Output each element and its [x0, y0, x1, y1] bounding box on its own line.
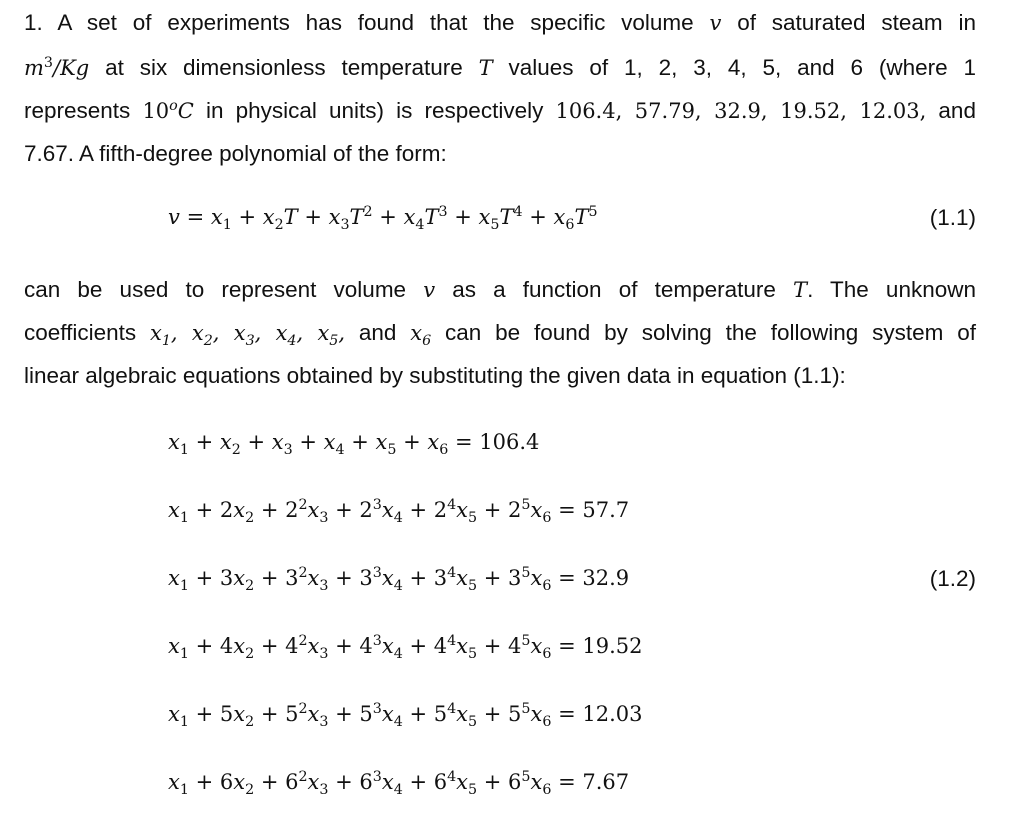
system-equation: $x_1 + 4x_2 + 4^2x_3 + 4^3x_4 + 4^4x_5 + 4^5x_6 = 19.52$	[168, 633, 643, 663]
problem-text: represents	[24, 98, 131, 123]
system-equation: $x_1 + 5x_2 + 5^2x_3 + 5^3x_4 + 5^4x_5 + 5^5x_6 = 12.03$	[168, 701, 643, 731]
problem-text: . A fifth-degree polynomial of the form:	[67, 141, 447, 166]
system-equation: $x_1 + x_2 + x_3 + x_4 + x_5 + x_6 = 106.4$	[168, 430, 540, 459]
paragraph2-line-2	[24, 320, 976, 350]
variable-T: T	[478, 56, 493, 80]
equation-rhs: = $x_1 + x_2T + x_3T^2 + x_4T^3 + x_5T^4 + x_6T^5$	[186, 204, 598, 234]
problem-text: at six dimensionless temperature	[105, 55, 463, 80]
problem-text: and	[938, 98, 976, 123]
variable-v: v	[709, 11, 722, 35]
equation-label-1-1: (1.1)	[929, 205, 976, 230]
problem-text: in physical units) is respectively	[205, 98, 544, 123]
problem-text: A set of experiments has found that the specific volume	[57, 10, 694, 35]
volume-values: 106.4, 57.79, 32.9, 19.52, 12.03,	[555, 99, 927, 123]
variable-v: v	[423, 278, 436, 302]
problem-number: 1.	[24, 10, 43, 35]
problem-line-3	[24, 98, 976, 124]
paragraph-text: can be found by solving the following system of	[445, 320, 976, 345]
paragraph2-line-3: linear algebraic equations obtained by substituting the given data in equation (1.1):	[24, 363, 846, 388]
problem-line-4	[24, 141, 447, 167]
system-equation: $x_1 + 3x_2 + 3^2x_3 + 3^3x_4 + 3^4x_5 + 3^5x_6 = 32.9$	[168, 565, 630, 595]
coefficient-list: $x_1$, $x_2$, $x_3$, $x_4$, $x_5$,	[150, 321, 346, 350]
problem-line-1	[24, 10, 976, 36]
variable-T: T	[793, 278, 808, 302]
problem-text: values of 1, 2, 3, 4, 5, and 6 (where 1	[508, 55, 976, 80]
problem-line-2	[24, 55, 976, 81]
unit-m3-per-kg: $m^3/Kg$	[24, 55, 90, 80]
paragraph2-line-1	[24, 277, 976, 303]
equation-label-1-2: (1.2)	[929, 566, 976, 591]
problem-text: of saturated steam in	[737, 10, 976, 35]
system-equation: $x_1 + 2x_2 + 2^2x_3 + 2^3x_4 + 2^4x_5 + 2^5x_6 = 57.7$	[168, 497, 630, 527]
paragraph-text: . The unknown	[807, 277, 976, 302]
paragraph-text: and	[358, 320, 397, 345]
temperature-10C: 10$^o$C	[142, 98, 194, 123]
system-equation: $x_1 + 6x_2 + 6^2x_3 + 6^3x_4 + 6^4x_5 + 6^5x_6 = 7.67$	[168, 769, 630, 799]
coefficient-x6: $x_6$	[410, 321, 432, 350]
equation-lhs: v	[168, 205, 180, 229]
last-volume-value: 7.67	[24, 141, 68, 166]
paragraph-text: coefficients	[24, 320, 137, 345]
paragraph-text: can be used to represent volume	[24, 277, 407, 302]
polynomial-equation	[168, 204, 598, 234]
paragraph-text: as a function of temperature	[452, 277, 776, 302]
